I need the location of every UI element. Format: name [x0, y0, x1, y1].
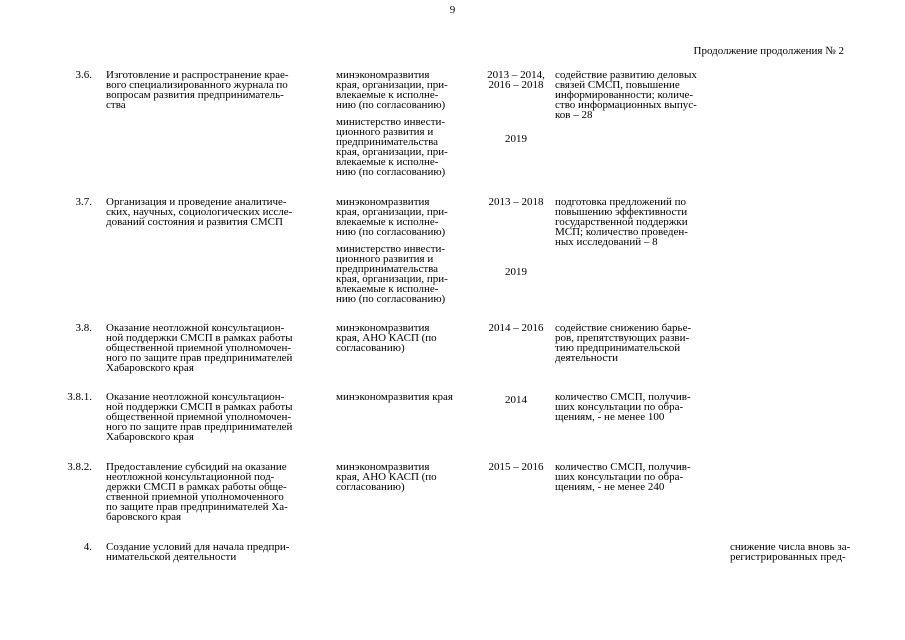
- executor-primary: минэкономразвития края, АНО КАСП (по согласованию): [336, 322, 437, 354]
- expected-result: содействие снижению барье- ров, препятствующих разви- тию предпринимательской деятельности: [555, 322, 692, 364]
- target-indicator: снижение числа вновь за- регистрированных пред-: [730, 541, 851, 563]
- expected-result: содействие развитию деловых связей СМСП, повышение информированности; количе- ство информационных выпус- ков – 28: [555, 69, 697, 121]
- expected-result: количество СМСП, получив- ших консультации по обра- щениям, - не менее 240: [555, 461, 691, 493]
- expected-result: подготовка предложений по повышению эффективности государственной поддержки МСП; количество проведен- ных исследований – 8: [555, 196, 688, 248]
- item-name: Оказание неотложной консультацион- ной поддержки СМСП в рамках работы общественной приемной уполномочен- ного по защите прав предпринимателей Хабаровского края: [106, 391, 293, 443]
- item-name: Создание условий для начала предпри- нимательской деятельности: [106, 541, 290, 563]
- executor-secondary: министерство инвести- ционного развития и предпринимательства края, организации, при- влекаемые к исполне- нию (по согласованию): [336, 116, 448, 178]
- period-primary: 2014 – 2016: [488, 322, 544, 334]
- period-primary: 2014: [505, 394, 527, 406]
- period-secondary: 2019: [505, 266, 527, 278]
- item-name: Организация и проведение аналитиче- ских, научных, социологических иссле- дований состояния и развития СМСП: [106, 196, 293, 228]
- period-primary: 2013 – 2014, 2016 – 2018: [487, 69, 545, 91]
- period-secondary: 2019: [505, 133, 527, 145]
- item-number: 3.8.: [75, 322, 92, 334]
- executor-secondary: министерство инвести- ционного развития и предпринимательства края, организации, при- влекаемые к исполне- нию (по согласованию): [336, 243, 448, 305]
- item-number: 4.: [83, 541, 92, 553]
- expected-result: количество СМСП, получив- ших консультации по обра- щениям, - не менее 100: [555, 391, 691, 423]
- executor-primary: минэкономразвития края, организации, при- влекаемые к исполне- нию (по согласованию): [336, 196, 448, 238]
- executor-primary: минэкономразвития края, организации, при- влекаемые к исполне- нию (по согласованию): [336, 69, 448, 111]
- period-primary: 2013 – 2018: [488, 196, 544, 208]
- item-number: 3.7.: [75, 196, 92, 208]
- period-primary: 2015 – 2016: [488, 461, 544, 473]
- executor-primary: минэкономразвития края, АНО КАСП (по согласованию): [336, 461, 437, 493]
- item-number: 3.8.2.: [67, 461, 92, 473]
- item-name: Предоставление субсидий на оказание неотложной консультационной под- держки СМСП в рамках работы обще- ственной приемной уполномоченного по защите прав предпринимателей Ха- баровского края: [106, 461, 288, 523]
- continuation-header: Продолжение продолжения № 2: [693, 45, 844, 57]
- page-number: 9: [449, 4, 456, 16]
- item-name: Изготовление и распространение крае- вого специализированного журнала по вопросам развития предприниматель- ства: [106, 69, 289, 111]
- executor-primary: минэкономразвития края: [336, 391, 453, 403]
- item-name: Оказание неотложной консультацион- ной поддержки СМСП в рамках работы общественной приемной уполномочен- ного по защите прав предпринимателей Хабаровского края: [106, 322, 293, 374]
- item-number: 3.8.1.: [67, 391, 92, 403]
- item-number: 3.6.: [75, 69, 92, 81]
